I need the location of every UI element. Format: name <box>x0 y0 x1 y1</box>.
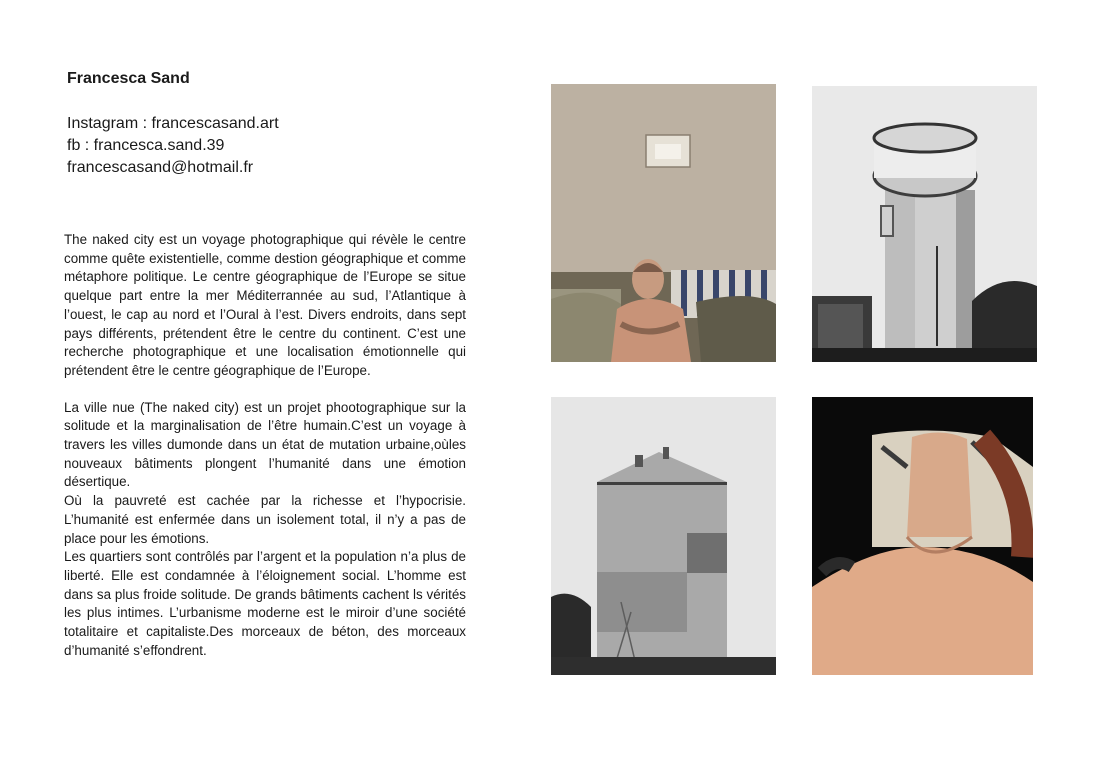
paragraph-3: Où la pauvreté est cachée par la richesse et l’hypocrisie. L’humanité est enfermée dans un isolement total, il n’y a pas de place pour les émotions. <box>64 493 466 546</box>
paragraph-2: La ville nue (The naked city) est un projet phootographique sur la solitude et la marginalisation de l’être humain.C’est un voyage à travers les villes dumonde dans un état de mutation urbaine,oùles nouveaux bâtiments plongent l’humanité dans une émotion désertique. <box>64 399 466 490</box>
paragraph-4: Les quartiers sont contrôlés par l’argent et la population n’a plus de liberté. Elle est condamnée à l’éloignement social. L’homme est dans sa plus froide solitude. De grands bâtiments cachent ls vérités les plus intimes. L’urbanisme moderne est le miroir d’une société totalitaire et capitaliste.Des morceaux de béton, des morceaux d’humanité s’effondrent. <box>64 549 466 658</box>
instagram-handle[interactable]: Instagram : francescasand.art <box>67 115 279 132</box>
photo-building-facade <box>551 397 776 675</box>
photo-reclining-portrait <box>812 397 1033 675</box>
photo-water-tower <box>812 86 1037 362</box>
author-name: Francesca Sand <box>67 70 190 87</box>
facebook-handle[interactable]: fb : francesca.sand.39 <box>67 137 225 154</box>
photo-man-on-sofa <box>551 84 776 362</box>
contact-info <box>67 113 279 179</box>
email-address[interactable]: francescasand@hotmail.fr <box>67 159 254 176</box>
project-description <box>64 231 466 660</box>
paragraph-1: The naked city est un voyage photographique qui révèle le centre comme quête existentielle, comme destion géographique et comme métaphore politique. Le centre géographique de l’Europe se situe quelque part entre la mer Méditerrannée au sud, l’Atlantique à l’ouest, le cap au nord et l’Oural à l’est. Divers endroits, dans sept pays différents, prétendent être le centre du continent. C’est une recherche photographique et une localisation émotionnelle qui prétendent être le centre géographique de l’Europe. <box>64 232 466 378</box>
